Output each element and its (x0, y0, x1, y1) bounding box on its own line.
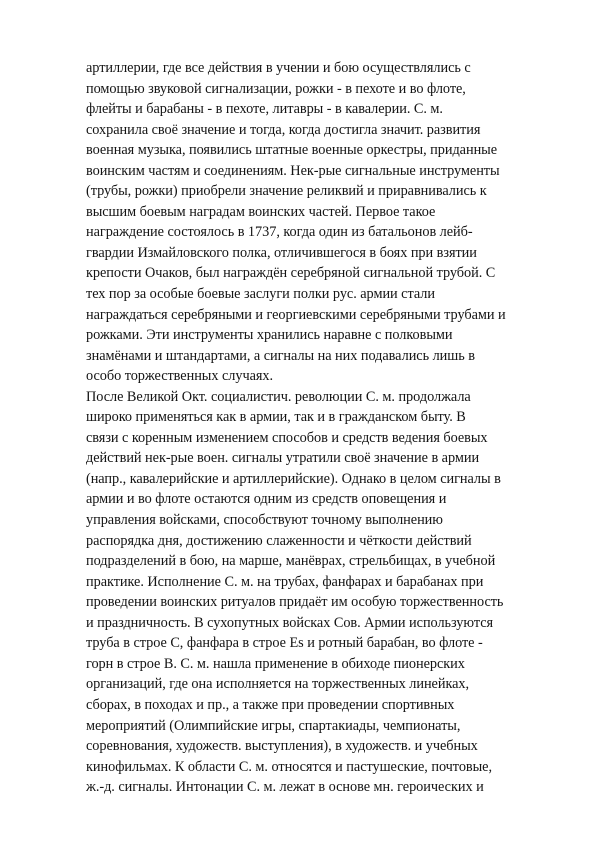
text-line: проведении воинских ритуалов придаёт им особую торжественность (86, 594, 504, 611)
text-line: действий нек-рые воен. сигналы утратили своё значение в армии (86, 450, 480, 467)
text-line: артиллерии, где все действия в учении и бою осуществлялись с (86, 60, 471, 76)
text-line: подразделений в бою, на марше, манёврах, стрельбищах, в учебной (86, 553, 496, 570)
text-line: связи с коренным изменением способов и средств ведения боевых (86, 429, 488, 446)
text-line: труба в строе С, фанфара в строе Es и ротный барабан, во флоте - (86, 635, 483, 652)
text-line: После Великой Окт. социалистич. революции С. м. продолжала (86, 388, 471, 405)
text-line: практике. Исполнение С. м. на трубах, фанфарах и барабанах при (86, 573, 484, 590)
text-line: управления войсками, способствуют точному выполнению (86, 512, 443, 529)
text-line: сборах, в походах и пр., а также при проведении спортивных (86, 696, 455, 713)
text-line: тех пор за особые боевые заслуги полки рус. армии стали (86, 286, 435, 303)
text-line: военная музыка, появились штатные военные оркестры, приданные (86, 142, 498, 159)
text-line: крепости Очаков, был награждён серебряной сигнальной трубой. С (86, 265, 496, 282)
text-line: армии и во флоте остаются одним из средств оповещения и (86, 491, 447, 508)
text-line: особо торжественных случаях. (86, 368, 274, 385)
text-line: распорядка дня, достижению слаженности и чёткости действий (86, 532, 472, 549)
text-line: воинским частям и соединениям. Нек-рые сигнальные инструменты (86, 162, 500, 179)
text-line: ж.-д. сигналы. Интонации С. м. лежат в основе мн. героических и (86, 779, 484, 796)
text-line: организаций, где она исполняется на торжественных линейках, (86, 676, 470, 693)
text-line: помощью звуковой сигнализации, рожки - в пехоте и во флоте, (86, 80, 466, 97)
text-line: (трубы, рожки) приобрели значение реликвий и приравнивались к (86, 183, 487, 200)
text-line: знамёнами и штандартами, а сигналы на них подавались лишь в (86, 347, 475, 364)
text-line: и праздничность. В сухопутных войсках Сов. Армии используются (86, 614, 494, 631)
text-line: соревнования, художеств. выступления), в художеств. и учебных (86, 738, 478, 755)
text-line: горн в строе В. С. м. нашла применение в обиходе пионерских (86, 655, 465, 672)
text-line: широко применяться как в армии, так и в гражданском быту. В (86, 409, 466, 426)
text-line: флейты и барабаны - в пехоте, литавры - в кавалерии. С. м. (86, 101, 443, 118)
text-line: (напр., кавалерийские и артиллерийские). Однако в целом сигналы в (86, 470, 501, 487)
text-line: награждение состоялось в 1737, когда один из батальонов лейб- (86, 224, 473, 241)
text-line: кинофильмах. К области С. м. относятся и пастушеские, почтовые, (86, 758, 492, 775)
text-line: сохранила своё значение и тогда, когда достигла значит. развития (86, 121, 481, 138)
text-line: рожками. Эти инструменты хранились наравне с полковыми (86, 327, 453, 344)
text-line: награждаться серебряными и георгиевскими серебряными трубами и (86, 306, 506, 323)
body-text (86, 58, 536, 798)
text-line: мероприятий (Олимпийские игры, спартакиады, чемпионаты, (86, 717, 461, 734)
text-line: гвардии Измайловского полка, отличившегося в боях при взятии (86, 244, 477, 261)
text-line: высшим боевым наградам воинских частей. Первое такое (86, 203, 436, 220)
